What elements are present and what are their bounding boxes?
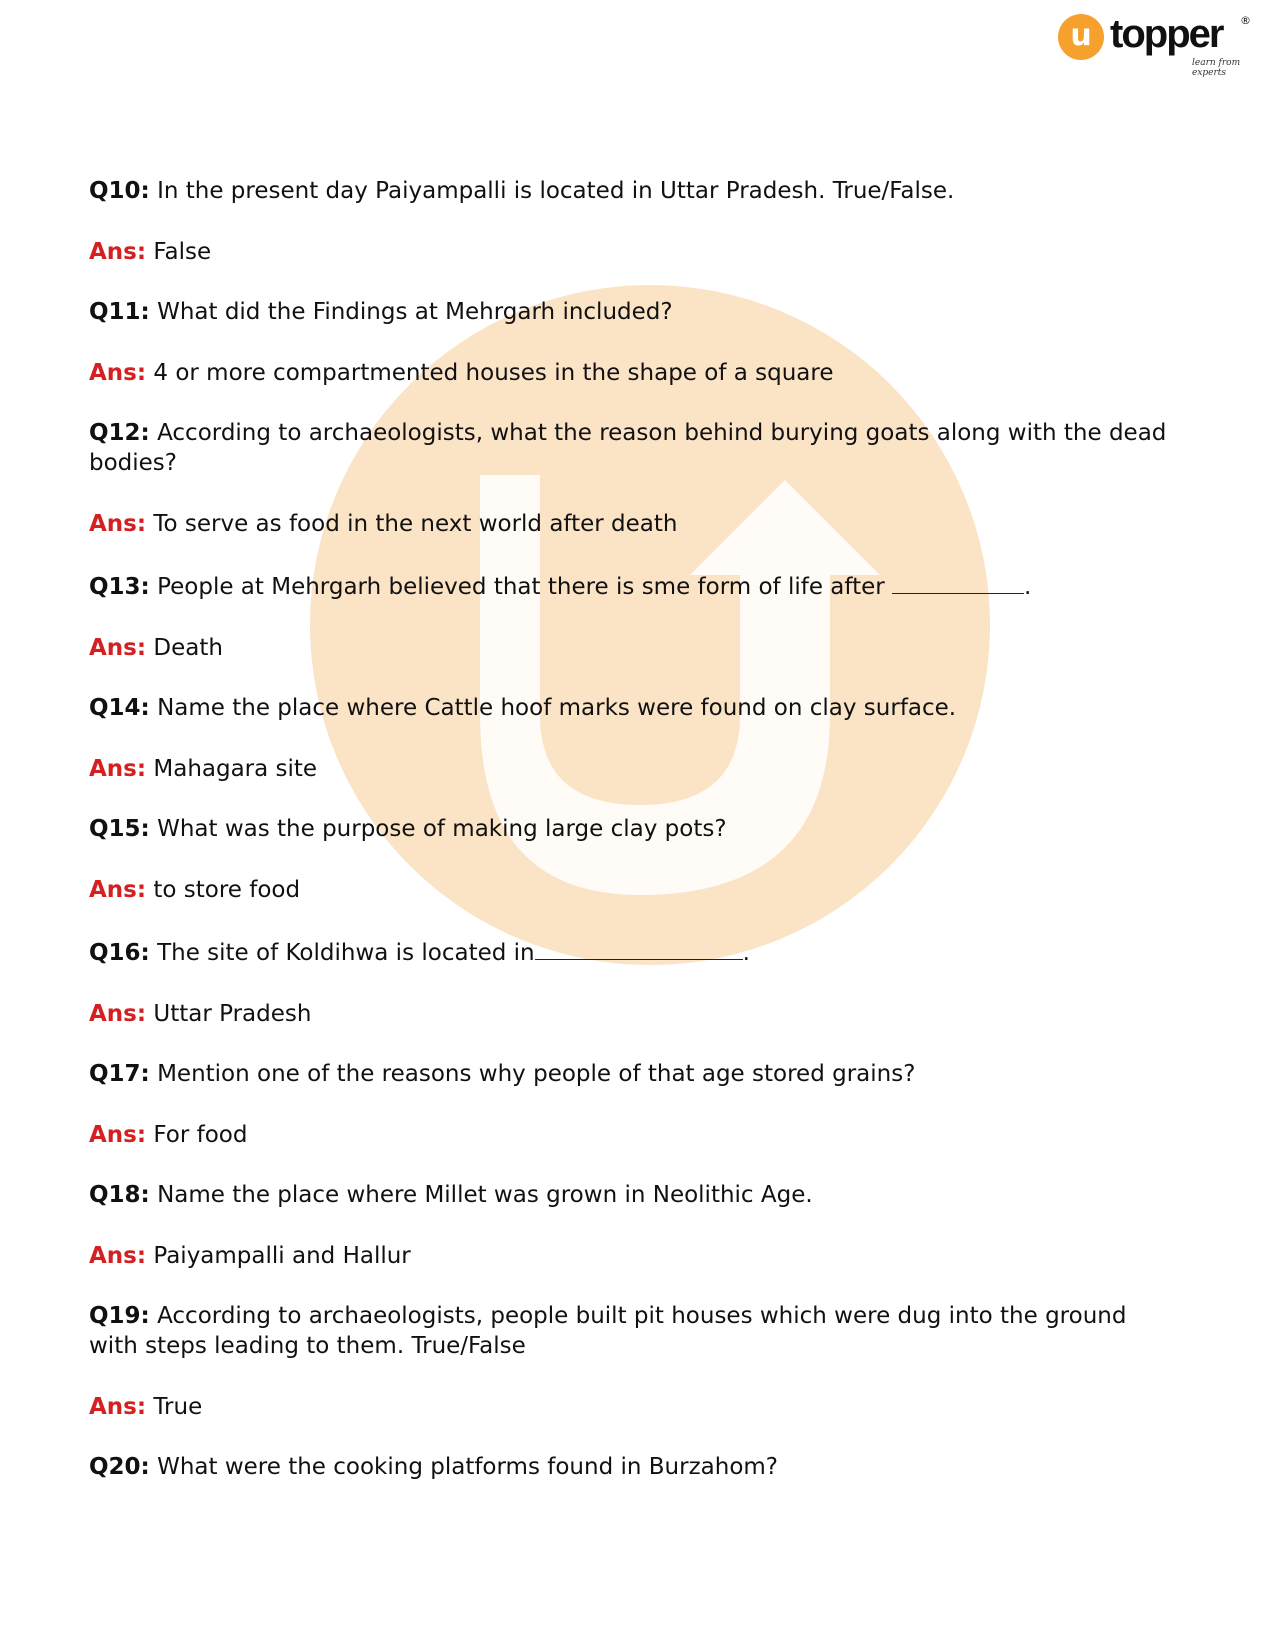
answer-14 bbox=[89, 754, 1179, 784]
answer-text: To serve as food in the next world after death bbox=[153, 510, 678, 537]
question-label: Q13: bbox=[89, 574, 150, 600]
answer-label: Ans: bbox=[89, 510, 147, 537]
question-19 bbox=[89, 1301, 1179, 1361]
question-10 bbox=[89, 176, 1179, 206]
question-text: Name the place where Cattle hoof marks were found on clay surface. bbox=[157, 695, 957, 721]
answer-text: Death bbox=[153, 634, 223, 661]
answer-15 bbox=[89, 875, 1179, 905]
question-17 bbox=[89, 1059, 1179, 1089]
answer-text: For food bbox=[153, 1121, 248, 1148]
answer-10 bbox=[89, 237, 1179, 267]
question-12 bbox=[89, 418, 1179, 478]
question-label: Q16: bbox=[89, 940, 150, 966]
question-label: Q11: bbox=[89, 299, 150, 325]
brand-tagline: learn from experts bbox=[1192, 58, 1241, 78]
answer-19 bbox=[89, 1392, 1179, 1422]
question-15 bbox=[89, 814, 1179, 844]
question-end: . bbox=[742, 940, 750, 966]
question-text: In the present day Paiyampalli is located in Uttar Pradesh. True/False. bbox=[157, 178, 955, 204]
logo-u-icon: u bbox=[1058, 14, 1104, 60]
answer-text: True bbox=[153, 1393, 203, 1420]
question-14 bbox=[89, 693, 1179, 723]
question-text: The site of Koldihwa is located in bbox=[157, 940, 535, 966]
answer-text: 4 or more compartmented houses in the shape of a square bbox=[153, 359, 834, 386]
fill-in-blank bbox=[535, 935, 743, 960]
question-text: Name the place where Millet was grown in Neolithic Age. bbox=[157, 1182, 813, 1208]
question-end: . bbox=[1024, 574, 1032, 600]
answer-label: Ans: bbox=[89, 1242, 147, 1269]
question-13 bbox=[89, 569, 1179, 602]
answer-label: Ans: bbox=[89, 876, 147, 903]
brand-name: topper bbox=[1110, 12, 1223, 56]
answer-text: False bbox=[153, 238, 212, 265]
question-label: Q20: bbox=[89, 1454, 150, 1480]
question-text: According to archaeologists, what the reason behind burying goats along with the dead bodies? bbox=[89, 420, 1167, 476]
answer-16 bbox=[89, 999, 1179, 1029]
answer-11 bbox=[89, 358, 1179, 388]
answer-text: Mahagara site bbox=[153, 755, 318, 782]
question-text: What were the cooking platforms found in Burzahom? bbox=[157, 1454, 779, 1480]
question-text: Mention one of the reasons why people of that age stored grains? bbox=[157, 1061, 916, 1087]
question-16 bbox=[89, 935, 1179, 968]
question-text: According to archaeologists, people built pit houses which were dug into the ground with steps leading to them. True/False bbox=[89, 1303, 1127, 1359]
question-label: Q10: bbox=[89, 178, 150, 204]
answer-12 bbox=[89, 509, 1179, 539]
question-text: People at Mehrgarh believed that there is sme form of life after bbox=[157, 574, 885, 600]
answer-label: Ans: bbox=[89, 1393, 147, 1420]
question-11 bbox=[89, 297, 1179, 327]
question-label: Q12: bbox=[89, 420, 150, 446]
fill-in-blank bbox=[892, 569, 1024, 594]
question-20 bbox=[89, 1452, 1179, 1482]
answer-18 bbox=[89, 1241, 1179, 1271]
answer-label: Ans: bbox=[89, 634, 147, 661]
answer-label: Ans: bbox=[89, 755, 147, 782]
question-label: Q18: bbox=[89, 1182, 150, 1208]
question-18 bbox=[89, 1180, 1179, 1210]
answer-text: to store food bbox=[153, 876, 301, 903]
registered-mark: ® bbox=[1240, 14, 1251, 27]
brand-logo bbox=[1058, 12, 1258, 78]
question-text: What was the purpose of making large clay pots? bbox=[157, 816, 727, 842]
question-label: Q17: bbox=[89, 1061, 150, 1087]
answer-label: Ans: bbox=[89, 359, 147, 386]
question-text: What did the Findings at Mehrgarh included? bbox=[157, 299, 673, 325]
answer-13 bbox=[89, 633, 1179, 663]
question-label: Q19: bbox=[89, 1303, 150, 1329]
answer-label: Ans: bbox=[89, 1121, 147, 1148]
answer-text: Uttar Pradesh bbox=[153, 1000, 312, 1027]
answer-label: Ans: bbox=[89, 1000, 147, 1027]
answer-17 bbox=[89, 1120, 1179, 1150]
answer-label: Ans: bbox=[89, 238, 147, 265]
qa-list bbox=[89, 176, 1179, 1513]
question-label: Q15: bbox=[89, 816, 150, 842]
answer-text: Paiyampalli and Hallur bbox=[153, 1242, 411, 1269]
question-label: Q14: bbox=[89, 695, 150, 721]
